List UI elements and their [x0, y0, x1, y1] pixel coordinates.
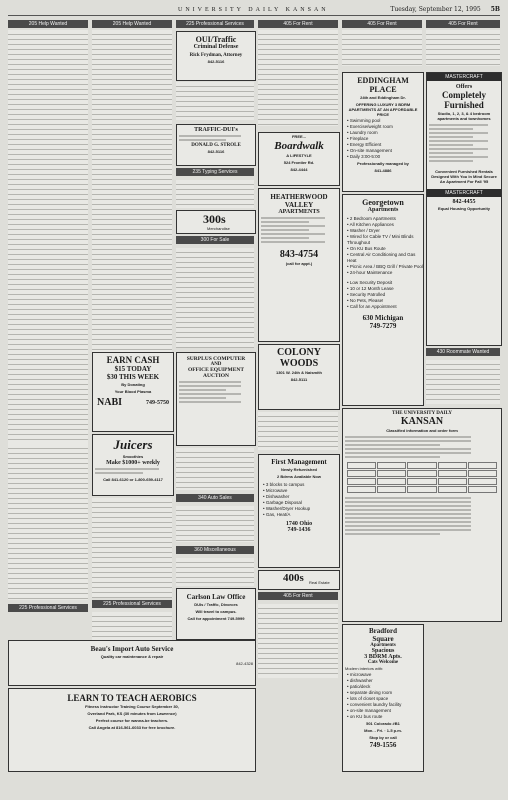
feature-item: • Washer/Dryer Hookup [263, 506, 311, 511]
dui-ad [176, 31, 256, 81]
ad-phone: 842-4455 [452, 199, 476, 205]
feature-item: • On KU Bus Route [347, 246, 386, 251]
column-4 [258, 20, 338, 126]
ad-sub: 3 BDRM Apts. [364, 654, 402, 660]
brand-banner: MASTERCRAFT [427, 73, 501, 81]
ad-title: Apartments [367, 207, 399, 213]
classified-text-block [258, 30, 338, 126]
traffic-ad [176, 124, 256, 166]
ad-addr: 501 Colorado #B1 [366, 721, 400, 726]
ad-line: $30 THIS WEEK [106, 373, 160, 381]
ad-title: PLACE [369, 85, 397, 94]
feature-list [343, 118, 423, 160]
classified-text-block [426, 360, 500, 404]
ad-addr: 24th and Eddingham Dr. [360, 95, 406, 100]
classified-text-block [176, 506, 254, 542]
feature-item: • 2 Bedroom Apartments [347, 216, 396, 221]
ad-title: Carlson Law Office [186, 593, 246, 601]
section-header: 405 For Rent [258, 592, 338, 600]
feature-item: • convenient laundry facility [347, 702, 402, 707]
feature-item: • Call for an Appointment [347, 304, 397, 309]
feature-list [259, 482, 339, 518]
feature-item: • Fireplace [347, 136, 369, 141]
ad-title: VALLEY [284, 201, 314, 209]
section-header: 205 Help Wanted [8, 20, 88, 28]
ad-title: COLONY [277, 347, 321, 358]
section-header: 300 For Sale [176, 236, 254, 244]
section-header: 360 Miscellaneous [176, 546, 254, 554]
classified-text-block [176, 448, 254, 490]
colony-woods-ad [258, 344, 340, 410]
ad-phone: 842-5111 [290, 377, 308, 382]
form-heading: Classified information and order form [386, 428, 458, 433]
classified-text-block [8, 30, 88, 450]
section-header: 225 Professional Services [8, 604, 88, 612]
section-header: 340 Auto Sales [176, 494, 254, 502]
classified-text-block [176, 248, 254, 348]
classified-text-block [92, 498, 172, 598]
classified-text-block [8, 444, 88, 600]
georgetown-ad [342, 194, 424, 406]
ad-phone: 842-4444 [290, 167, 308, 172]
ad-sub: Studio, 1, 2, 3, & 4 bedroom apartments and townhomes [437, 111, 491, 121]
beaus-auto-ad [8, 640, 256, 686]
ad-title: 300s [203, 212, 226, 226]
ad-phone: Call for appointment 749-5999 [187, 616, 245, 621]
ad-title: Offers [455, 84, 473, 90]
feature-item: • Garbage Disposal [263, 500, 302, 505]
feature-item: • Washer / Dryer [347, 228, 380, 233]
ad-sub: (call for appt.) [285, 261, 313, 266]
feature-item: • Exercise/weight room [347, 124, 393, 129]
feature-item: • Swimming pool [347, 118, 381, 123]
ad-title: OUI/Traffic [195, 35, 237, 44]
ad-title: Completely [442, 90, 486, 100]
ad-phone: 841-4886 [374, 168, 392, 173]
ad-phone: 749-1436 [287, 527, 311, 533]
feature-item: • Energy Efficient [347, 142, 382, 147]
ad-phone: Call 841-6120 or 1-800-659-4117 [103, 477, 163, 482]
mastercraft-ad [426, 72, 502, 346]
feature-item: • on KU bus route [347, 714, 383, 719]
eddingham-place-ad [342, 72, 424, 192]
surplus-auction-ad [176, 352, 256, 446]
classified-text-block [426, 30, 500, 66]
ad-line: Perfect course for wanna-be teachers. [95, 718, 169, 723]
ad-sub: Criminal Defense [193, 44, 239, 50]
feature-item: • No Pets, Please! [347, 298, 384, 303]
ad-title: LEARN TO TEACH AEROBICS [67, 693, 197, 703]
feature-item: • Security Patrolled [347, 292, 386, 297]
feature-item: • All Kitchen Appliances [347, 222, 394, 227]
ad-addr: 1740 Ohio [285, 521, 313, 527]
ad-sub: Real Estate [309, 580, 330, 585]
feature-item: • separate dining room [347, 690, 393, 695]
ad-sub: Spacious [371, 648, 395, 654]
feature-item: • On-site management [347, 148, 392, 153]
column-5 [342, 20, 422, 66]
ad-title: Beau's Import Auto Service [90, 645, 174, 653]
bradford-square-ad [342, 624, 424, 772]
juicers-ad [92, 434, 174, 496]
ad-phone: 842-5116 [207, 59, 225, 64]
classified-text-block [176, 180, 254, 208]
ad-sub: Will travel to campus. [195, 609, 237, 614]
nabi-logo: NABI [97, 397, 123, 408]
ad-name: Rick Frydman, Attorney [189, 53, 243, 58]
section-header: 235 Typing Services [176, 168, 254, 176]
ad-name: DONALD G. STROLE [191, 143, 241, 148]
ad-title: SURPLUS COMPUTER [186, 356, 246, 362]
ad-title: HEATHERWOOD [270, 193, 328, 201]
section-header: 430 Roommate Wanted [426, 348, 500, 356]
feature-item: • on-site management [347, 708, 391, 713]
feature-item: • Dishwasher [263, 494, 290, 499]
carlson-law-ad [176, 588, 256, 640]
classified-text-block [258, 604, 338, 678]
column-1 [8, 20, 88, 450]
ad-sub: 2 Bdrms Available Now [277, 474, 321, 479]
first-management-ad [258, 454, 340, 568]
earn-cash-ad [92, 352, 174, 432]
section-header: 225 Professional Services [176, 20, 254, 28]
ad-addr: 1301 W. 24th & Naismith [275, 370, 322, 375]
form-title: THE UNIVERSITY DAILY [392, 411, 452, 416]
ad-line: Call Angela at 816-561-6033 for free brochure. [88, 725, 176, 730]
ad-title: AUCTION [203, 373, 229, 379]
feature-item: • lots of closet space [347, 696, 389, 701]
section-header: 405 For Rent [426, 20, 500, 28]
publication-name: UNIVERSITY DAILY KANSAN [178, 6, 329, 13]
masthead [8, 4, 500, 16]
ad-footer: Convenient Furnished Rentals Designed With You In Mind Secure An Apartment For Fall '95 [431, 169, 497, 184]
brand-banner: MASTERCRAFT [427, 189, 501, 197]
ad-hours: Mon. - Fri. · 1-5 p.m. [364, 728, 402, 733]
classified-text-block [92, 30, 172, 360]
ad-title: First Management [271, 458, 327, 466]
ad-sub: Smoothies [122, 454, 144, 459]
ad-sub: Merchandise [207, 226, 230, 231]
real-estate-400s-ad [258, 570, 340, 590]
ad-line: By Donating [121, 382, 145, 387]
column-3 [176, 20, 254, 30]
ad-title: WOODS [279, 358, 319, 369]
feature-list [343, 280, 423, 310]
ad-sub: DUIs / Traffic, Divorces [194, 602, 238, 607]
feature-list [343, 672, 423, 720]
ad-addr: 630 Michigan [362, 314, 404, 322]
feature-item: • 24-hour Maintenance [347, 270, 393, 275]
ad-title: Boardwalk [274, 140, 324, 152]
feature-item: • patio/deck [347, 684, 371, 689]
feature-item: • 10 or 12 Month Lease [347, 286, 394, 291]
ad-title: APARTMENTS [278, 209, 320, 215]
ad-title: 400s [283, 572, 304, 584]
ad-title: TRAFFIC-DUI's [194, 127, 238, 133]
column-2 [92, 20, 172, 360]
issue-date: Tuesday, September 12, 1995 [390, 6, 481, 13]
feature-item: • 3 blocks to campus [263, 482, 305, 487]
section-header: 405 For Rent [342, 20, 422, 28]
kansan-order-form [342, 408, 502, 622]
ad-phone: 749-7279 [369, 322, 397, 330]
ad-title: Georgetown [362, 198, 404, 207]
column-6 [426, 20, 500, 66]
section-header: 205 Help Wanted [92, 20, 172, 28]
ad-title: Square [372, 635, 394, 643]
rate-table [347, 462, 497, 493]
section-header: 405 For Rent [258, 20, 338, 28]
feature-item: • Low Security Deposit [347, 280, 393, 285]
ad-phone: 749-1556 [369, 741, 397, 749]
aerobics-ad [8, 688, 256, 772]
ad-sub: Quality car maintenance & repair [100, 654, 164, 659]
merchandise-300s-ad [176, 210, 256, 234]
page-number: 5B [490, 6, 500, 13]
feature-item: • microwave [347, 672, 372, 677]
feature-list [343, 216, 423, 276]
ad-tag: Equal Housing Opportunity [438, 206, 490, 211]
ad-title: AND [210, 362, 222, 367]
feature-item: • Gas, Heat/A [263, 512, 291, 517]
ad-promo: Make $1000+ weekly [106, 460, 160, 466]
ad-phone: 843-4754 [279, 249, 319, 260]
feature-item: • Laundry room [347, 130, 378, 135]
ad-line: Overland Park, KS (30 minutes from Lawrence) [87, 711, 177, 716]
ad-title: Bradford [369, 627, 397, 635]
ad-phone: 842-4328 [236, 661, 253, 666]
ad-addr: 524 Frontier Rd. [283, 160, 315, 165]
ad-title: EDDINGHAM [357, 76, 409, 85]
classified-text-block [176, 558, 254, 586]
ad-offer: OFFERING LUXURY 3 BDRM APARTMENTS AT AN AFFORDABLE PRICE [348, 102, 418, 117]
ad-line: $15 TODAY [114, 365, 152, 373]
ad-title: Juicers [113, 437, 153, 452]
boardwalk-ad [258, 132, 340, 186]
ad-title: Apartments [370, 643, 396, 648]
feature-item: • Daily 3:00-5:00 [347, 154, 381, 159]
ad-phone: 749-5750 [146, 399, 169, 406]
ad-sub: Cats Welcome [367, 660, 399, 665]
ad-cta: Stop by or call [369, 735, 397, 740]
ad-line: Fitness Instructor Training Course September 30, [85, 704, 179, 709]
ad-sub: A LIFESTYLE [286, 153, 312, 158]
ad-title: OFFICE EQUIPMENT [187, 367, 245, 373]
classified-text-block [258, 412, 338, 450]
form-title: KANSAN [400, 416, 444, 427]
feature-item: • Wired for Cable TV / Mini Blinds Throughout [347, 234, 414, 245]
classified-text-block [176, 82, 254, 120]
ad-sub: Newly Refurnished [280, 467, 317, 472]
ad-line: Your Blood Plasma [114, 389, 152, 394]
feature-item: • Central Air Conditioning and Gas Heat [347, 252, 416, 263]
heatherwood-ad [258, 188, 340, 342]
feature-item: • Picnic Area / BBQ Grill / Private Pool [347, 264, 423, 269]
ad-title: EARN CASH [106, 355, 160, 365]
ad-title: Furnished [444, 100, 484, 110]
ad-managed: Professionally managed by [357, 161, 409, 166]
ad-line: FREE... [291, 134, 306, 139]
ad-modern: Modern interiors with: [345, 666, 384, 671]
feature-item: • Microwave [263, 488, 288, 493]
ad-phone: 842-5116 [207, 149, 225, 154]
section-header: 225 Professional Services [92, 600, 172, 608]
classified-text-block [342, 30, 422, 66]
feature-item: • dishwasher [347, 678, 373, 683]
